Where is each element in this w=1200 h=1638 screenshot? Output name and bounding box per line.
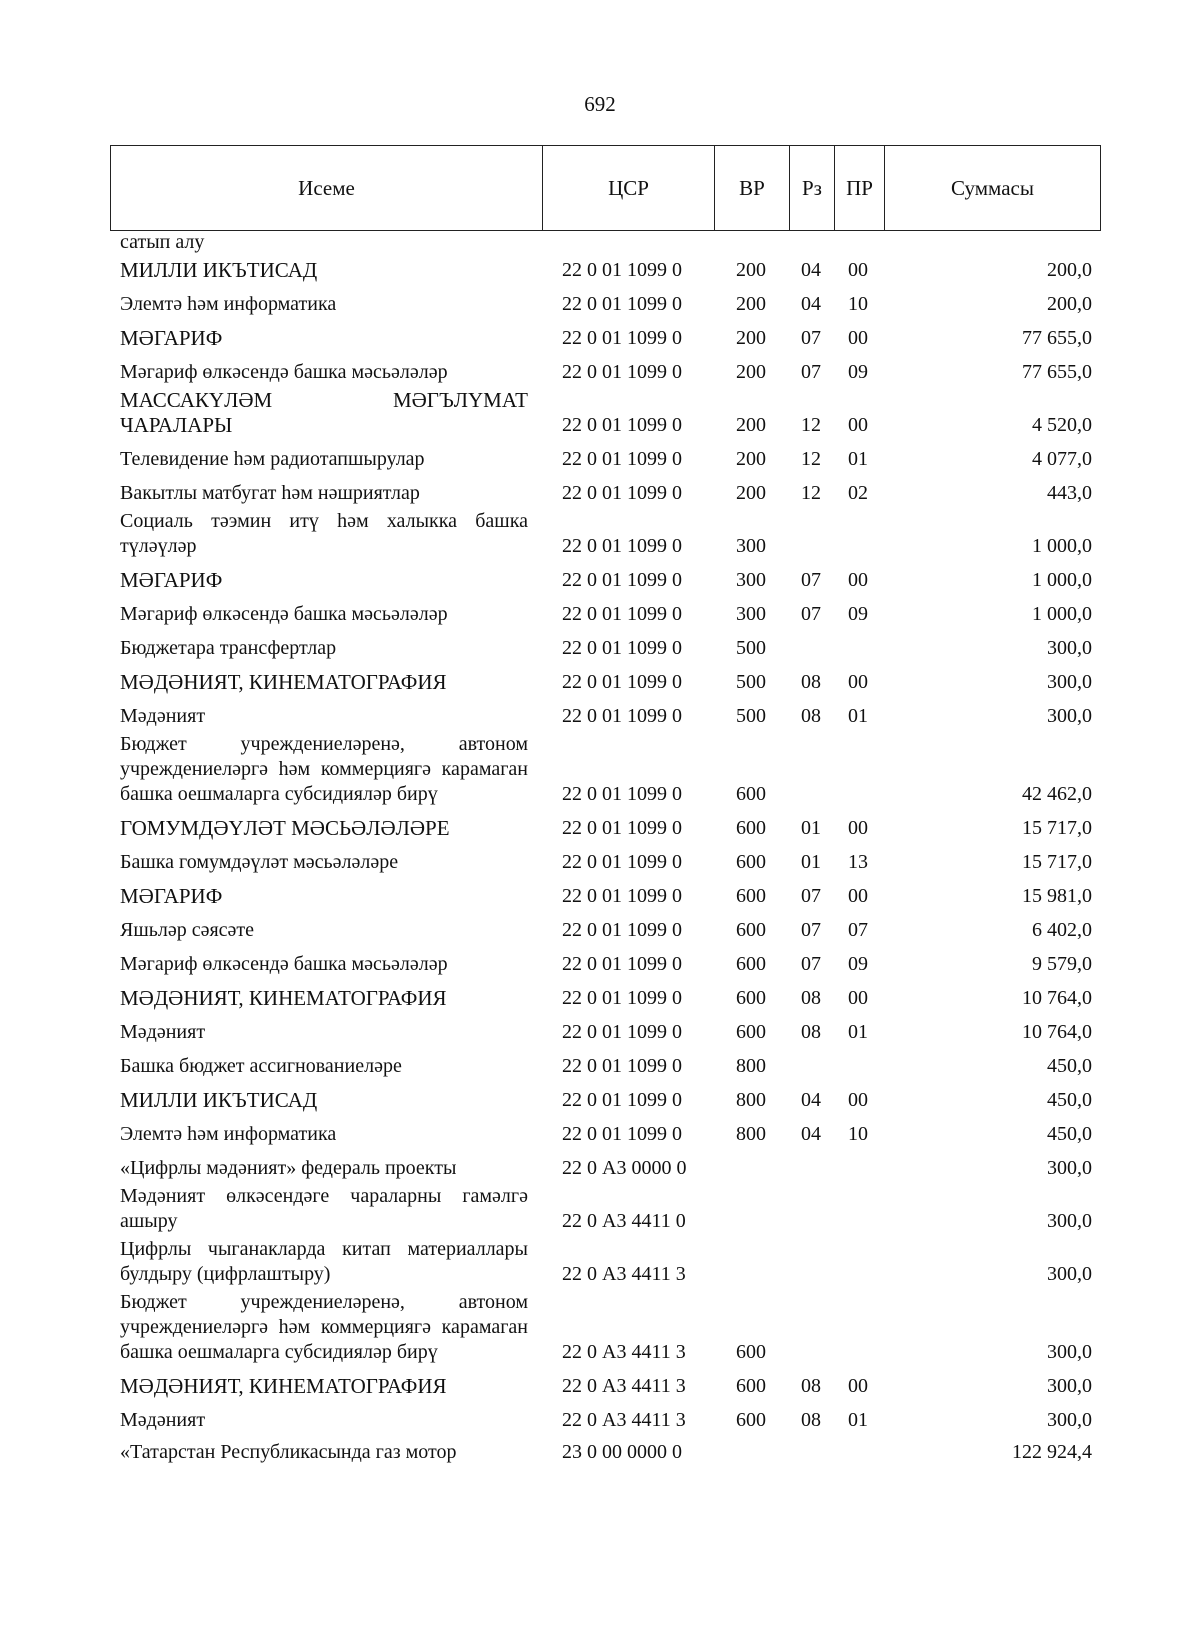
table-row <box>110 878 1100 912</box>
page-number: 692 <box>584 92 616 116</box>
cell-name: Вакытлы матбугат һәм нәшриятлар <box>120 482 420 504</box>
cell-sum: 1 000,0 <box>1032 535 1092 557</box>
cell-name: Мәдәният <box>120 1021 206 1043</box>
cell-vr: 600 <box>736 1341 766 1363</box>
cell-vr: 600 <box>736 1409 766 1431</box>
table-row <box>110 562 1100 596</box>
cell-csr <box>542 232 714 252</box>
cell-csr: 22 0 01 1099 0 <box>562 1123 682 1145</box>
cell-pr <box>834 1237 884 1290</box>
cell-vr: 500 <box>736 705 766 727</box>
cell-pr: 10 <box>848 1123 868 1145</box>
cell-sum: 300,0 <box>1047 1157 1092 1179</box>
cell-name: «Татарстан Республикасында газ мотор <box>120 1441 457 1463</box>
table-row <box>110 1014 1100 1048</box>
cell-name: МӘДӘНИЯТ, КИНЕМАТОГРАФИЯ <box>120 986 447 1010</box>
cell-name: МӘГАРИФ <box>120 884 223 908</box>
cell-rz <box>789 232 834 252</box>
cell-pr: 00 <box>848 987 868 1009</box>
cell-name: Мәгариф өлкәсендә башка мәсьәләләр <box>120 603 448 625</box>
cell-sum: 6 402,0 <box>1032 919 1092 941</box>
cell-name: Мәгариф өлкәсендә башка мәсьәләләр <box>120 953 448 975</box>
table-row <box>110 320 1100 354</box>
table-row <box>110 1368 1100 1402</box>
table-row <box>110 1436 1100 1474</box>
cell-pr: 00 <box>848 885 868 907</box>
cell-csr: 22 0 01 1099 0 <box>562 817 682 839</box>
cell-name: МӘДӘНИЯТ, КИНЕМАТОГРАФИЯ <box>120 1374 447 1398</box>
cell-vr: 300 <box>736 535 766 557</box>
cell-csr: 22 0 01 1099 0 <box>562 705 682 727</box>
cell-vr <box>714 1237 789 1290</box>
cell-pr: 02 <box>848 482 868 504</box>
cell-name: Мәдәният <box>120 705 206 727</box>
cell-pr <box>834 1436 884 1474</box>
cell-csr: 22 0 01 1099 0 <box>562 783 682 805</box>
cell-rz: 07 <box>801 569 821 591</box>
cell-name: Мәдәният <box>120 1409 206 1431</box>
header-rz: Рз <box>790 146 835 231</box>
table-row <box>110 1082 1100 1116</box>
cell-vr: 600 <box>736 1375 766 1397</box>
table-row <box>110 1402 1100 1436</box>
cell-name: Социаль тәэмин итү һәм халыкка башка түләүләр <box>120 510 528 557</box>
table-row <box>110 912 1100 946</box>
cell-csr: 22 0 01 1099 0 <box>562 1021 682 1043</box>
cell-rz: 08 <box>801 705 821 727</box>
cell-vr: 200 <box>736 293 766 315</box>
cell-rz <box>789 1048 834 1082</box>
cell-pr: 01 <box>848 1409 868 1431</box>
table-row <box>110 664 1100 698</box>
cell-pr <box>834 1048 884 1082</box>
cell-rz: 01 <box>801 851 821 873</box>
cell-rz <box>789 630 834 664</box>
cell-pr: 00 <box>848 414 868 436</box>
cell-rz: 07 <box>801 327 821 349</box>
cell-rz: 01 <box>801 817 821 839</box>
cell-csr: 22 0 01 1099 0 <box>562 482 682 504</box>
table-row <box>110 252 1100 286</box>
cell-pr: 00 <box>848 671 868 693</box>
cell-name: Бюджет учреждениеләренә, автоном учреждениеләргә һәм коммерциягә карамаган башка оешмаларга субсидияләр бирү <box>120 733 528 805</box>
cell-csr: 22 0 01 1099 0 <box>562 448 682 470</box>
cell-vr: 600 <box>736 1021 766 1043</box>
cell-pr: 10 <box>848 293 868 315</box>
cell-csr: 22 0 01 1099 0 <box>562 293 682 315</box>
cell-csr: 22 0 01 1099 0 <box>562 327 682 349</box>
cell-vr: 600 <box>736 919 766 941</box>
cell-sum: 1 000,0 <box>1032 603 1092 625</box>
cell-sum: 122 924,4 <box>1012 1441 1092 1463</box>
cell-csr: 22 0 А3 4411 3 <box>562 1409 686 1431</box>
cell-rz <box>789 1150 834 1184</box>
cell-vr <box>714 1436 789 1474</box>
cell-name: МАССАКҮЛӘМ МӘГЪЛҮМАТ ЧАРАЛАРЫ <box>120 388 528 437</box>
header-name: Исеме <box>111 146 543 231</box>
cell-rz: 04 <box>801 293 821 315</box>
cell-vr: 200 <box>736 482 766 504</box>
cell-vr: 500 <box>736 637 766 659</box>
cell-csr: 22 0 01 1099 0 <box>562 851 682 873</box>
table-row <box>110 1048 1100 1082</box>
cell-rz <box>789 1237 834 1290</box>
cell-sum: 300,0 <box>1047 1341 1092 1363</box>
cell-sum: 9 579,0 <box>1032 953 1092 975</box>
table-row <box>110 1237 1100 1290</box>
cell-csr: 22 0 01 1099 0 <box>562 1055 682 1077</box>
cell-pr: 01 <box>848 705 868 727</box>
table-row <box>110 844 1100 878</box>
cell-pr: 00 <box>848 327 868 349</box>
table-row <box>110 732 1100 810</box>
cell-name: МИЛЛИ ИКЪТИСАД <box>120 1088 318 1112</box>
cell-vr: 800 <box>736 1089 766 1111</box>
cell-vr: 600 <box>736 953 766 975</box>
cell-name: Башка бюджет ассигнованиеләре <box>120 1055 402 1077</box>
cell-sum: 10 764,0 <box>1022 1021 1092 1043</box>
cell-pr: 00 <box>848 817 868 839</box>
cell-csr: 22 0 01 1099 0 <box>562 885 682 907</box>
cell-name: Башка гомумдәүләт мәсьәләләре <box>120 851 399 873</box>
table-row <box>110 441 1100 475</box>
cell-sum: 450,0 <box>1047 1089 1092 1111</box>
cell-sum: 15 717,0 <box>1022 817 1092 839</box>
cell-rz <box>789 1436 834 1474</box>
cell-sum: 300,0 <box>1047 671 1092 693</box>
cell-rz: 12 <box>801 448 821 470</box>
cell-vr: 800 <box>736 1123 766 1145</box>
cell-sum: 10 764,0 <box>1022 987 1092 1009</box>
cell-rz: 08 <box>801 1021 821 1043</box>
cell-pr <box>834 1290 884 1368</box>
cell-csr: 22 0 01 1099 0 <box>562 987 682 1009</box>
cell-pr: 00 <box>848 1375 868 1397</box>
cell-sum: 15 717,0 <box>1022 851 1092 873</box>
cell-vr: 500 <box>736 671 766 693</box>
cell-vr <box>714 232 789 252</box>
cell-csr: 22 0 01 1099 0 <box>562 953 682 975</box>
cell-name: МӘГАРИФ <box>120 326 223 350</box>
cell-name: МӘДӘНИЯТ, КИНЕМАТОГРАФИЯ <box>120 670 447 694</box>
cell-sum: 42 462,0 <box>1022 783 1092 805</box>
cell-csr: 22 0 А3 4411 0 <box>562 1210 686 1232</box>
cell-name: Мәдәният өлкәсендәге чараларны гамәлгә ашыру <box>120 1185 528 1232</box>
cell-pr: 09 <box>848 953 868 975</box>
cell-rz <box>789 1184 834 1237</box>
cell-sum: 15 981,0 <box>1022 885 1092 907</box>
cell-vr <box>714 1184 789 1237</box>
table-row <box>110 810 1100 844</box>
cell-rz: 07 <box>801 953 821 975</box>
cell-name: Цифрлы чыганакларда китап материаллары булдыру (цифрлаштыру) <box>120 1238 528 1285</box>
table-row <box>110 354 1100 388</box>
table-row <box>110 698 1100 732</box>
cell-pr: 00 <box>848 259 868 281</box>
header-csr: ЦСР <box>543 146 715 231</box>
header-vr: ВР <box>715 146 790 231</box>
cell-csr: 22 0 01 1099 0 <box>562 671 682 693</box>
cell-csr: 22 0 А3 4411 3 <box>562 1341 686 1363</box>
cell-pr: 09 <box>848 603 868 625</box>
cell-pr <box>834 232 884 252</box>
cell-pr <box>834 732 884 810</box>
cell-vr: 600 <box>736 987 766 1009</box>
cell-vr: 200 <box>736 448 766 470</box>
cell-pr: 01 <box>848 448 868 470</box>
cell-rz <box>789 732 834 810</box>
cell-rz <box>789 509 834 562</box>
cell-sum: 4 077,0 <box>1032 448 1092 470</box>
cell-vr: 600 <box>736 885 766 907</box>
cell-name: Телевидение һәм радиотапшырулар <box>120 448 425 470</box>
cell-name: Яшьләр сәясәте <box>120 919 255 941</box>
cell-sum: 300,0 <box>1047 1210 1092 1232</box>
table-row <box>110 630 1100 664</box>
cell-vr: 200 <box>736 361 766 383</box>
cell-rz: 07 <box>801 361 821 383</box>
cell-pr: 13 <box>848 851 868 873</box>
cell-name: «Цифрлы мәдәният» федераль проекты <box>120 1157 457 1179</box>
cell-pr <box>834 509 884 562</box>
cell-csr: 22 0 А3 4411 3 <box>562 1375 686 1397</box>
cell-vr: 800 <box>736 1055 766 1077</box>
cell-csr: 22 0 01 1099 0 <box>562 361 682 383</box>
cell-vr: 200 <box>736 259 766 281</box>
cell-pr <box>834 1150 884 1184</box>
cell-csr: 22 0 А3 0000 0 <box>562 1157 687 1179</box>
cell-rz: 12 <box>801 482 821 504</box>
cell-sum: 4 520,0 <box>1032 414 1092 436</box>
header-pr: ПР <box>835 146 885 231</box>
cell-rz: 08 <box>801 1409 821 1431</box>
cell-name: Элемтә һәм информатика <box>120 293 337 315</box>
cell-csr: 22 0 01 1099 0 <box>562 569 682 591</box>
cell-name: сатып алу <box>120 231 205 253</box>
header-sum: Суммасы <box>885 146 1101 231</box>
cell-rz: 07 <box>801 919 821 941</box>
cell-pr <box>834 630 884 664</box>
table-header <box>110 145 1101 231</box>
cell-name: Элемтә һәм информатика <box>120 1123 337 1145</box>
cell-sum: 77 655,0 <box>1022 361 1092 383</box>
cell-sum: 300,0 <box>1047 1263 1092 1285</box>
table-row <box>110 509 1100 562</box>
table-row <box>110 980 1100 1014</box>
cell-name: МӘГАРИФ <box>120 568 223 592</box>
cell-rz: 08 <box>801 671 821 693</box>
table-row <box>110 1150 1100 1184</box>
cell-rz: 04 <box>801 1123 821 1145</box>
cell-rz: 12 <box>801 414 821 436</box>
cell-rz: 07 <box>801 603 821 625</box>
cell-sum: 300,0 <box>1047 1409 1092 1431</box>
cell-rz <box>789 1290 834 1368</box>
table-row <box>110 388 1100 441</box>
cell-name: ГОМУМДӘҮЛӘТ МӘСЬӘЛӘЛӘРЕ <box>120 816 450 840</box>
cell-sum: 300,0 <box>1047 637 1092 659</box>
cell-sum <box>884 232 1100 252</box>
table-row <box>110 1116 1100 1150</box>
cell-rz: 04 <box>801 259 821 281</box>
cell-sum: 300,0 <box>1047 1375 1092 1397</box>
table-row <box>110 946 1100 980</box>
table-row <box>110 1184 1100 1237</box>
table-row <box>110 286 1100 320</box>
cell-vr: 200 <box>736 414 766 436</box>
table-row <box>110 1290 1100 1368</box>
budget-table <box>110 232 1100 1474</box>
cell-vr: 600 <box>736 851 766 873</box>
cell-csr: 22 0 01 1099 0 <box>562 603 682 625</box>
cell-sum: 200,0 <box>1047 259 1092 281</box>
cell-rz: 04 <box>801 1089 821 1111</box>
cell-name: МИЛЛИ ИКЪТИСАД <box>120 258 318 282</box>
cell-rz: 08 <box>801 1375 821 1397</box>
cell-pr: 00 <box>848 569 868 591</box>
cell-pr: 07 <box>848 919 868 941</box>
cell-csr: 22 0 А3 4411 3 <box>562 1263 686 1285</box>
cell-rz: 07 <box>801 885 821 907</box>
cell-sum: 1 000,0 <box>1032 569 1092 591</box>
cell-sum: 300,0 <box>1047 705 1092 727</box>
cell-csr: 22 0 01 1099 0 <box>562 259 682 281</box>
budget-table-body <box>110 232 1100 1474</box>
table-row <box>110 475 1100 509</box>
cell-pr <box>834 1184 884 1237</box>
cell-pr: 00 <box>848 1089 868 1111</box>
cell-vr: 300 <box>736 603 766 625</box>
cell-rz: 08 <box>801 987 821 1009</box>
cell-vr <box>714 1150 789 1184</box>
cell-sum: 450,0 <box>1047 1055 1092 1077</box>
cell-csr: 22 0 01 1099 0 <box>562 414 682 436</box>
cell-csr: 22 0 01 1099 0 <box>562 535 682 557</box>
cell-pr: 09 <box>848 361 868 383</box>
cell-vr: 600 <box>736 817 766 839</box>
cell-vr: 200 <box>736 327 766 349</box>
cell-vr: 600 <box>736 783 766 805</box>
cell-pr: 01 <box>848 1021 868 1043</box>
cell-sum: 443,0 <box>1047 482 1092 504</box>
cell-name: Бюджет учреждениеләренә, автоном учреждениеләргә һәм коммерциягә карамаган башка оешмаларга субсидияләр бирү <box>120 1291 528 1363</box>
cell-name: Мәгариф өлкәсендә башка мәсьәләләр <box>120 361 448 383</box>
cell-sum: 200,0 <box>1047 293 1092 315</box>
cell-vr: 300 <box>736 569 766 591</box>
cell-name: Бюджетара трансфертлар <box>120 637 337 659</box>
cell-csr: 23 0 00 0000 0 <box>562 1441 682 1463</box>
cell-csr: 22 0 01 1099 0 <box>562 919 682 941</box>
cell-sum: 450,0 <box>1047 1123 1092 1145</box>
cell-csr: 22 0 01 1099 0 <box>562 637 682 659</box>
table-row <box>110 232 1100 252</box>
table-row <box>110 596 1100 630</box>
cell-csr: 22 0 01 1099 0 <box>562 1089 682 1111</box>
cell-sum: 77 655,0 <box>1022 327 1092 349</box>
